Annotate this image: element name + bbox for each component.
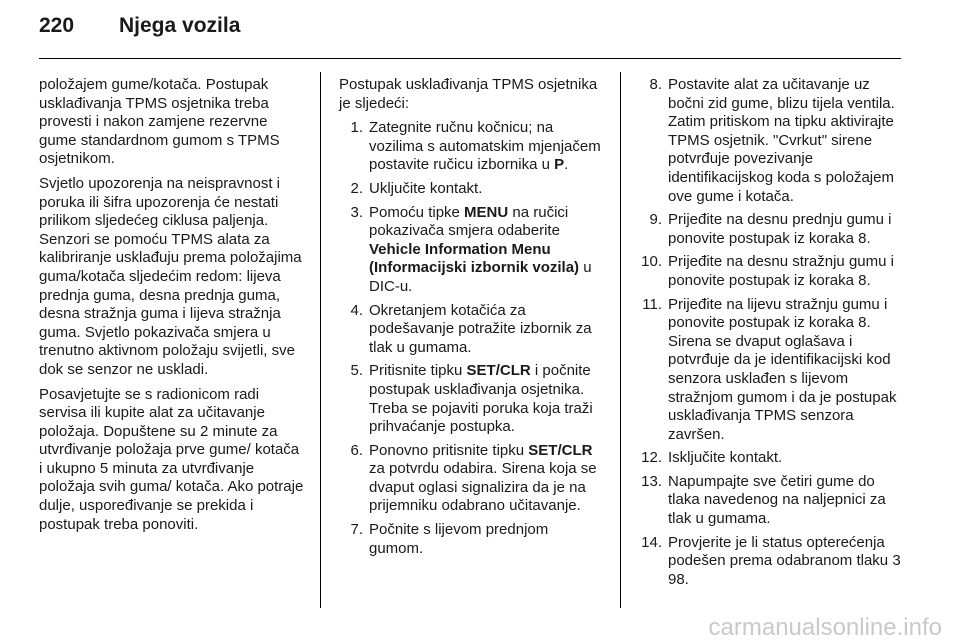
step-13 bbox=[630, 473, 906, 529]
step-number: 2. bbox=[350, 179, 363, 197]
step-text: Pritisnite tipku SET/CLR i počnite postupak usklađivanja osjetnika. Treba se pojaviti poruka koja traži prihvaćanje postupka. bbox=[369, 362, 593, 436]
step-number: 9. bbox=[649, 211, 662, 229]
step-text: Napumpajte sve četiri gume do tlaka navedenog na naljepnici za tlak u gumama. bbox=[668, 472, 886, 528]
step-2 bbox=[339, 180, 605, 199]
step-3 bbox=[339, 204, 605, 297]
paragraph: Svjetlo upozorenja na neispravnost i poruka ili šifra upozorenja će nestati prilikom sljedećeg ciklusa paljenja. Senzori se pomoću TPMS alata za kalibriranje usklađuju prema položajima guma/kotača sljedećim redom: lijeva prednja guma, desna prednja guma, desna stražnja guma i lijeva stražnja guma. Svjetlo pokazivača smjera u trenutno aktivnom položaju svijetli, sve dok se senzor ne uskladi. bbox=[39, 174, 302, 378]
step-text: Prijeđite na desnu stražnju gumu i ponovite postupak iz koraka 8. bbox=[668, 253, 894, 289]
step-text: Zategnite ručnu kočnicu; na vozilima s automatskim mjenjačem postavite ručicu izbornika u P. bbox=[369, 119, 601, 174]
step-number: 11. bbox=[642, 295, 662, 313]
paragraph: Posavjetujte se s radionicom radi servisa ili kupite alat za učitavanje položaja. Dopuštene su 2 minute za utvrđivanje položaja prve gume/ kotača i ukupno 5 minuta za utvrđivanje položaja svih guma/ kotača. Ako potraje dulje, uspoređivanje se prekida i postupak treba ponoviti. bbox=[39, 385, 304, 533]
step-9 bbox=[630, 211, 906, 248]
step-text: Prijeđite na desnu prednju gumu i ponovite postupak iz koraka 8. bbox=[668, 211, 892, 247]
step-text: Okretanjem kotačića za podešavanje potražite izbornik za tlak u gumama. bbox=[369, 301, 592, 356]
step-text: Isključite kontakt. bbox=[668, 449, 783, 467]
step-4 bbox=[339, 302, 605, 358]
step-number: 5. bbox=[350, 362, 363, 380]
step-text: Provjerite je li status opterećenja podešen prema odabranom tlaku 3 98. bbox=[668, 533, 901, 588]
step-number: 13. bbox=[641, 472, 662, 490]
step-text: Prijeđite na lijevu stražnju gumu i ponovite postupak iz koraka 8. Sirena se dvaput oglašava i potvrđuje da je identifikacijski kod senzora usklađen s lijevom stražnjom gumom i da je postupak usklađivanja TPMS senzora završen. bbox=[668, 295, 897, 443]
column-divider-1 bbox=[320, 72, 321, 608]
step-number: 12. bbox=[641, 449, 662, 467]
step-number: 14. bbox=[641, 533, 662, 551]
step-number: 7. bbox=[350, 521, 363, 539]
step-5 bbox=[339, 362, 605, 436]
header-rule bbox=[39, 58, 901, 59]
procedure-intro: Postupak usklađivanja TPMS osjetnika je sljedeći: bbox=[339, 76, 598, 112]
step-text: Počnite s lijevom prednjom gumom. bbox=[369, 521, 549, 557]
step-1 bbox=[339, 119, 605, 175]
column-1 bbox=[39, 76, 305, 540]
page-reference[interactable]: 3 98. bbox=[668, 552, 901, 588]
column-divider-2 bbox=[620, 72, 621, 608]
step-6 bbox=[339, 442, 605, 516]
step-text: Postavite alat za učitavanje uz bočni zid gume, blizu tijela ventila. Zatim pritiskom na tipku aktivirajte TPMS osjetnik. "Cvrkut" sirene potvrđuje povezivanje identifikacijskog koda s položajem ove gume i kotača. bbox=[668, 76, 895, 205]
step-7 bbox=[339, 521, 605, 558]
step-number: 4. bbox=[350, 301, 363, 319]
step-14 bbox=[630, 534, 906, 590]
step-text: Ponovno pritisnite tipku SET/CLR za potvrdu odabira. Sirena koja se dvaput oglasi signalizira da je na prijemniku odabrano učitavanje. bbox=[369, 441, 597, 515]
paragraph: položajem gume/kotača. Postupak usklađivanja TPMS osjetnika treba provesti i nakon zamjene rezervne gume standardnom gumom s TPMS osjetnikom. bbox=[39, 76, 280, 168]
step-number: 8. bbox=[649, 76, 662, 93]
step-10 bbox=[630, 253, 906, 290]
page-header bbox=[39, 14, 240, 50]
step-11 bbox=[630, 296, 906, 445]
procedure-steps-continued bbox=[630, 76, 906, 589]
step-number: 10. bbox=[641, 253, 662, 271]
step-text: Uključite kontakt. bbox=[369, 179, 483, 197]
page-title: Njega vozila bbox=[119, 14, 241, 37]
step-number: 6. bbox=[350, 441, 363, 459]
step-number: 1. bbox=[350, 119, 363, 137]
watermark: carmanualsonline.info bbox=[708, 614, 942, 641]
page-ref-arrow-icon: 3 bbox=[892, 552, 901, 570]
procedure-steps bbox=[339, 119, 605, 558]
step-number: 3. bbox=[350, 203, 363, 221]
column-2 bbox=[339, 76, 605, 563]
step-12 bbox=[630, 449, 906, 468]
step-text: Pomoću tipke MENU na ručici pokazivača smjera odaberite Vehicle Information Menu (Informacijski izbornik vozila) u DIC-u. bbox=[369, 203, 592, 295]
column-3 bbox=[630, 76, 906, 594]
step-8 bbox=[630, 76, 906, 206]
page-number: 220 bbox=[39, 14, 75, 37]
